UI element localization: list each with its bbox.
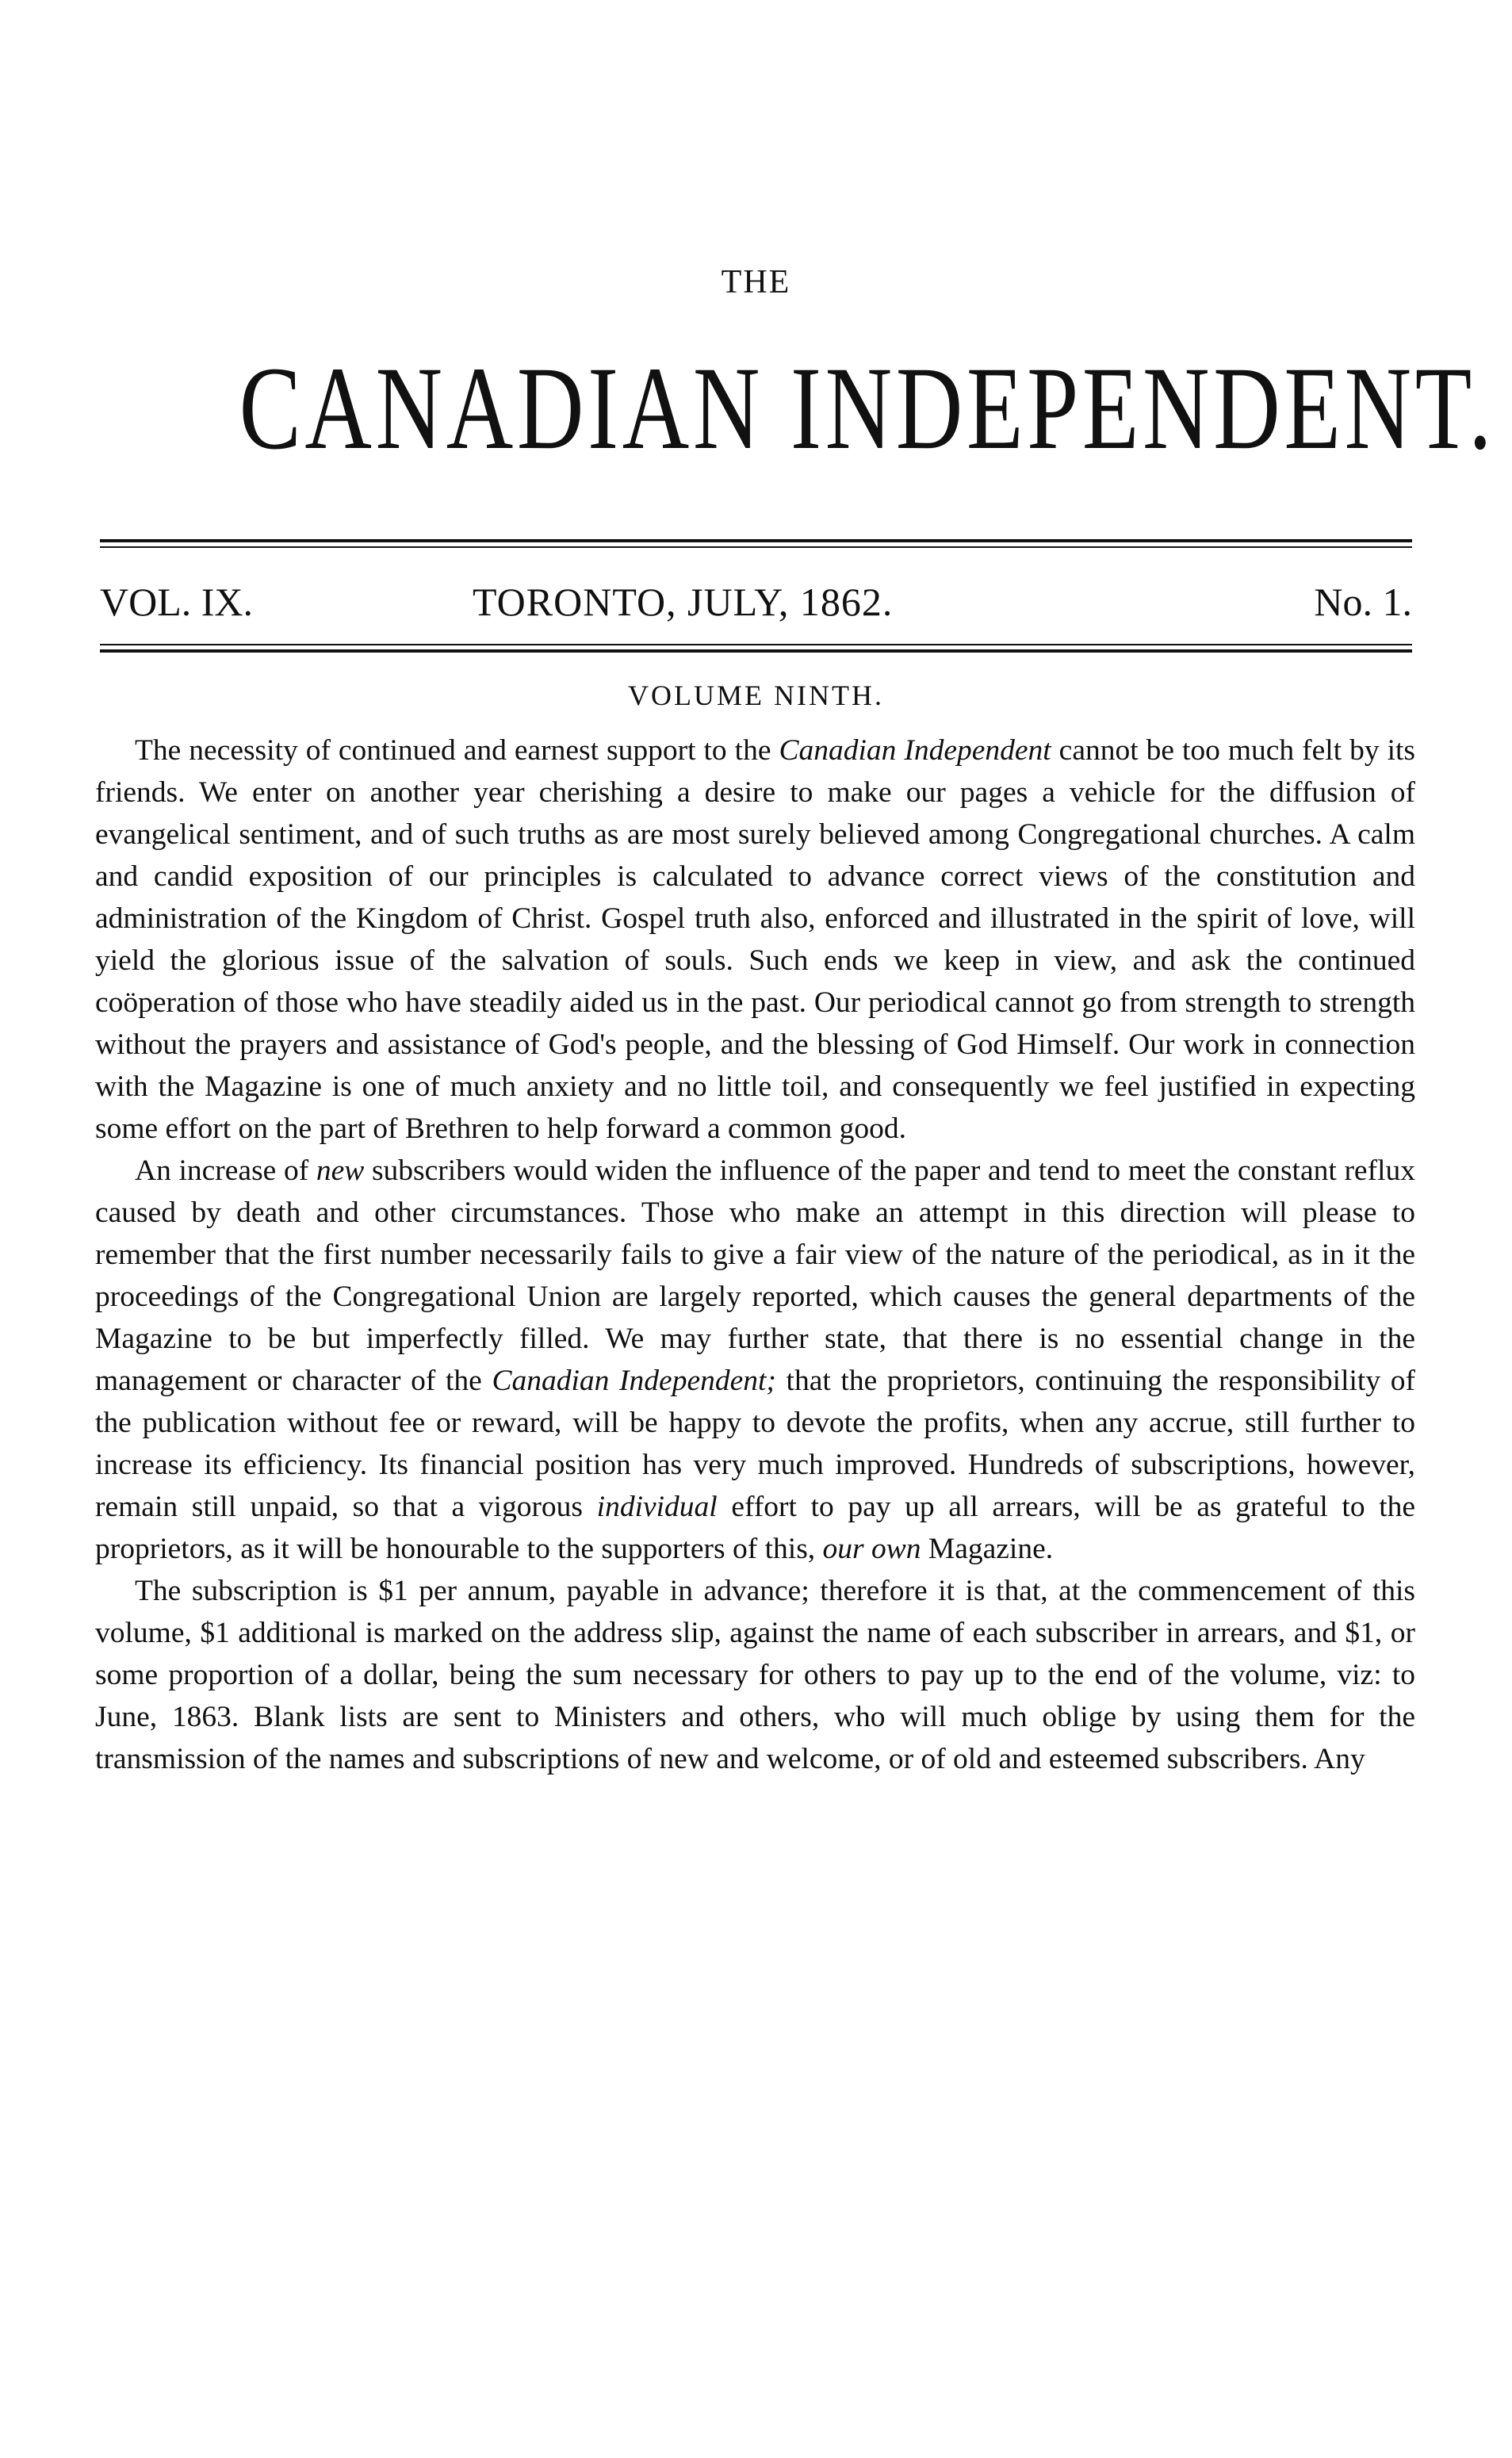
text-run: The necessity of continued and earnest support to the: [135, 734, 779, 767]
article-paragraph: [95, 1150, 1415, 1570]
text-run: effort to pay up all arrears, will be as grateful to the proprietors, as it will be honourable to the supporters of this,: [95, 1491, 1416, 1565]
place-date-label: TORONTO, JULY, 1862.: [473, 580, 894, 624]
text-run: cannot be too much felt by its friends. We enter on another year cherishing a desire to make our pages a vehicle for the diffusion of evangelical sentiment, and of such truths as are most surely believed among Congregational churches. A calm and candid exposition of our principles is calculated to advance correct views of the constitution and administration of the Kingdom of Christ. Gospel truth also, enforced and illustrated in the spirit of love, will yield the glorious issue of the salvation of souls. Such ends we keep in view, and ask the continued coöperation of those who have steadily aided us in the past. Our periodical cannot go from strength to strength without the prayers and assistance of God's people, and the blessing of God Himself. Our work in connection with the Magazine is one of much anxiety and no little toil, and consequently we feel justified in expecting some effort on the part of Brethren to help forward a common good.: [95, 734, 1416, 1145]
italic-text-run: Canadian Independent: [779, 734, 1051, 767]
article-paragraph: The subscription is $1 per annum, payable in advance; therefore it is that, at the commencement of this volume, $1 additional is marked on the address slip, against the name of each subscriber in arrears, and $1, or some proportion of a dollar, being the sum necessary for others to pay up to the end of the volume, viz: to June, 1863. Blank lists are sent to Ministers and others, who will much oblige by using them for the transmission of the names and subscriptions of new and welcome, or of old and esteemed subscribers. Any: [95, 1575, 1415, 1775]
article-paragraph: [95, 729, 1415, 1150]
italic-text-run: new: [316, 1154, 365, 1187]
rule-thick: [100, 539, 1412, 542]
masthead-pre-title: THE: [721, 264, 791, 301]
italic-text-run: our own: [822, 1533, 921, 1565]
rule-thin: [100, 644, 1412, 645]
text-run: Magazine.: [921, 1533, 1054, 1565]
text-run: An increase of: [135, 1154, 316, 1187]
masthead-bottom-rule: [100, 644, 1412, 653]
volume-label: VOL. IX.: [100, 580, 254, 624]
rule-thick: [100, 649, 1412, 653]
masthead-title: CANADIAN INDEPENDENT.: [239, 343, 1496, 474]
text-run: that the proprietors, continuing the responsibility of the publication without fee or reward, will be happy to devote the profits, when any accrue, still further to increase its efficiency. Its financial position has very much improved. Hundreds of subscriptions, however, remain still unpaid, so that a vigorous: [95, 1365, 1415, 1523]
issue-number-label: No. 1.: [1314, 580, 1412, 624]
article-body: [95, 729, 1415, 1780]
article-heading: VOLUME NINTH.: [628, 680, 884, 711]
text-run: subscribers would widen the influence of the paper and tend to meet the constant reflux caused by death and other circumstances. Those who make an attempt in this direction will please to remember that the first number necessarily fails to give a fair view of the nature of the periodical, as in it the proceedings of the Congregational Union are largely reported, which causes the general departments of the Magazine to be but imperfectly filled. We may further state, that there is no essential change in the management or character of the: [95, 1154, 1415, 1397]
masthead-top-rule: [100, 539, 1412, 548]
masthead-info-row: [100, 579, 1412, 626]
rule-thin: [100, 546, 1412, 548]
italic-text-run: Canadian Independent;: [492, 1365, 776, 1397]
italic-text-run: individual: [596, 1491, 718, 1523]
